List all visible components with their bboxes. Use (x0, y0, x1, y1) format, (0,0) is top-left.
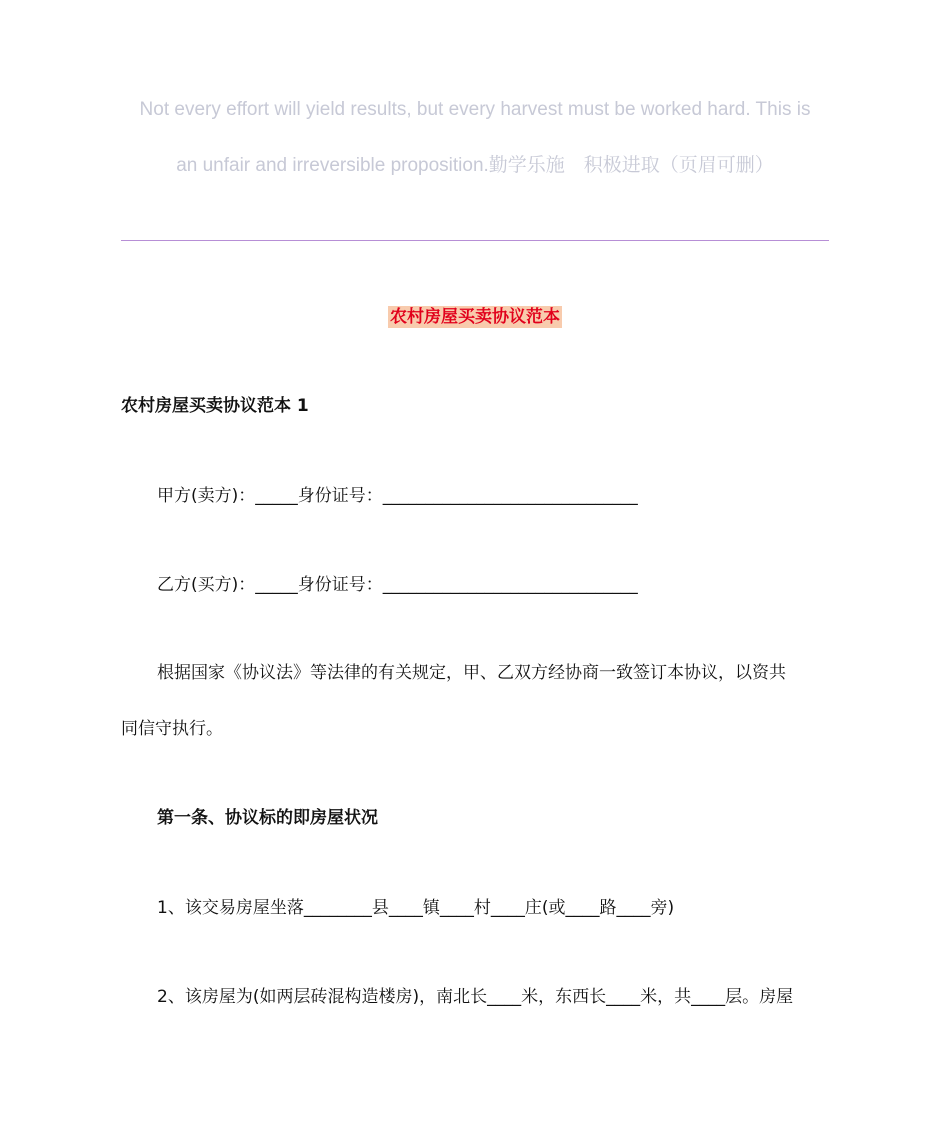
party-b-line: 乙方(买方)：_____身份证号：______________________________ (157, 575, 638, 595)
page-header (121, 82, 829, 194)
document-title-text: 农村房屋买卖协议范本 (390, 307, 560, 327)
section-title: 农村房屋买卖协议范本 1 (121, 396, 309, 416)
party-a-line: 甲方(卖方)：_____身份证号：______________________________ (157, 486, 638, 506)
intro-paragraph-line-2: 同信守执行。 (121, 719, 223, 739)
article-1-title: 第一条、协议标的即房屋状况 (157, 808, 378, 828)
document-title (0, 304, 950, 330)
header-line-1: Not every effort will yield results, but every harvest must be worked hard. This is (139, 99, 811, 120)
intro-paragraph-line-1: 根据国家《协议法》等法律的有关规定，甲、乙双方经协商一致签订本协议，以资共 (157, 663, 786, 683)
article-1-item-1: 1、该交易房屋坐落________县____镇____村____庄(或____路____旁) (157, 898, 675, 918)
header-divider (121, 240, 829, 241)
header-line-2: an unfair and irreversible proposition.勤学乐施 积极进取（页眉可删） (176, 155, 774, 176)
article-1-item-2: 2、该房屋为(如两层砖混构造楼房)，南北长____米，东西长____米，共____层。房屋 (157, 987, 794, 1007)
